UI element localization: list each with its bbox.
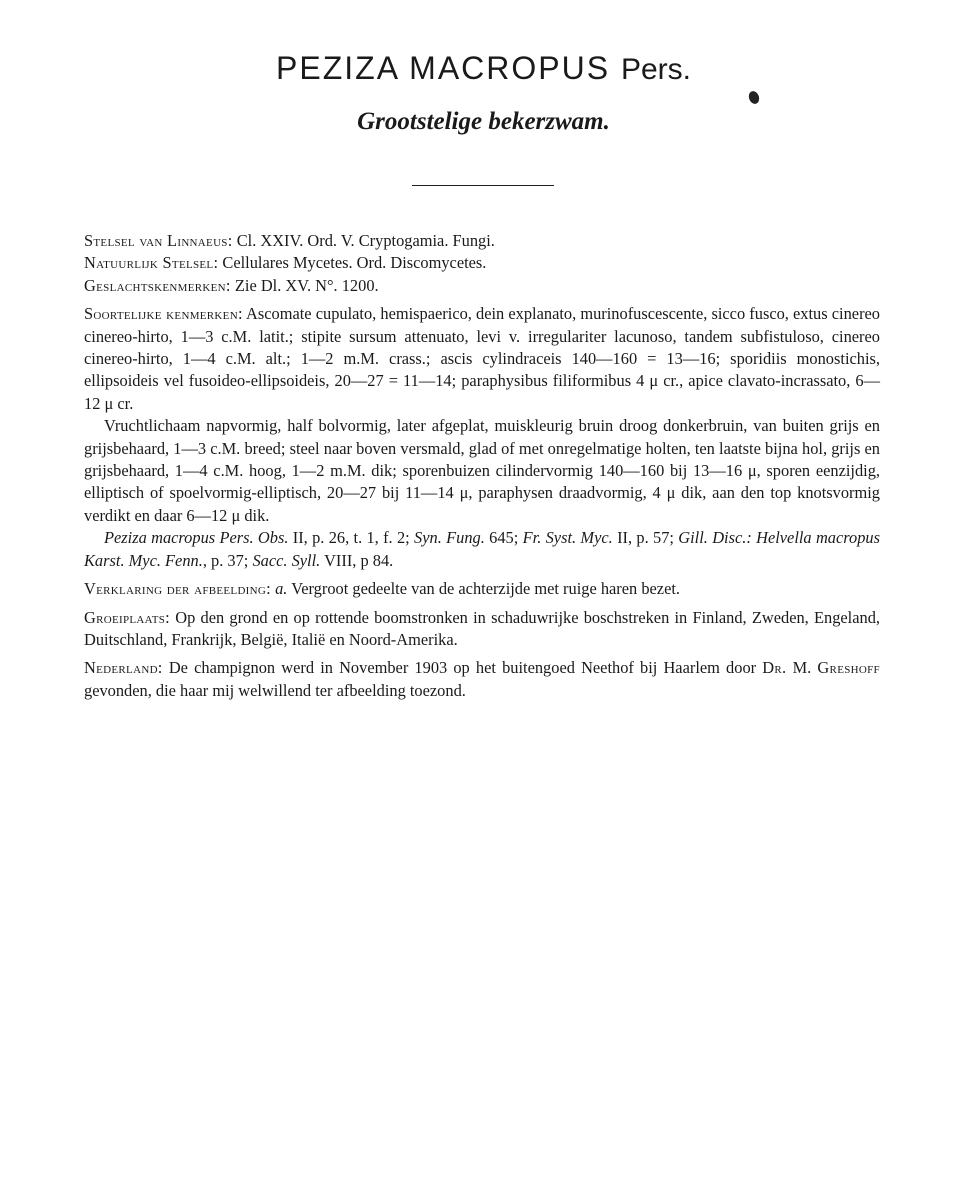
groeiplaats-label: Groeiplaats: (84, 607, 170, 627)
ref-syn-fung-loc: 645; (489, 528, 519, 548)
nederland-text-2: gevonden, die haar mij welwillend ter afbeelding toezond. (84, 680, 466, 700)
page-title (0, 50, 967, 87)
soortelijke-kenmerken-label: Soortelijke kenmerken: (84, 304, 243, 324)
verklaring-label: Verklaring der afbeelding: (84, 579, 271, 599)
nederland-text-1: De champignon werd in November 1903 op het buitengoed Neethof bij Haarlem door (168, 658, 757, 678)
soortelijke-kenmerken-latin (84, 303, 880, 415)
ref-gill-disc: Gill. Disc.: Helvella macropus Karst. Myc. Fenn. (84, 528, 880, 570)
nederland-paragraph (84, 657, 880, 702)
geslachtskenmerken-text: Zie Dl. XV. N°. 1200. (234, 275, 379, 295)
verklaring-letter: a. (275, 579, 288, 599)
ref-fr-syst-loc: II, p. 57; (617, 528, 674, 548)
groeiplaats-text: Op den grond en op rottende boomstronken in schaduwrijke boschstreken in Finland, Zweden, Engeland, Duitschland, Frankrijk, België, Italië en Noord-Amerika. (84, 607, 880, 649)
finder-surname: Greshoff (817, 658, 880, 678)
ref-gill-disc-loc: , p. 37; (202, 550, 249, 570)
ink-speck (747, 90, 761, 106)
finder-title: Dr. (762, 658, 787, 678)
geslachtskenmerken-label: Geslachtskenmerken: (84, 275, 231, 295)
references (84, 527, 880, 572)
species-name: PEZIZA MACROPUS (276, 50, 611, 86)
stelsel-linnaeus-label: Stelsel van Linnaeus: (84, 231, 233, 250)
ref-peziza-loc: II, p. 26, t. 1, f. 2; (292, 528, 410, 548)
nederland-label: Nederland: (84, 658, 163, 678)
stelsel-linnaeus-text: Cl. XXIV. Ord. V. Cryptogamia. Fungi. (236, 231, 495, 250)
ref-fr-syst: Fr. Syst. Myc. (522, 528, 613, 548)
stelsel-linnaeus-line (84, 230, 880, 252)
document-body (84, 230, 880, 702)
soortelijke-kenmerken-text: Ascomate cupulato, hemispaerico, dein explanato, murinofuscescente, sicco fusco, extus cinereo cinereo-hirto, 1—3 c.M. latit.; stipite sursum attenuato, levi v. irregulariter lacunoso, tandem subfistuloso, cinereo cinereo-hirto, 1—4 c.M. alt.; 1—2 m.M. crass.; ascis cylindraceis 140—160 = 13—16; sporidiis monostichis, ellipsoideis vel fusoideo-ellipsoideis, 20—27 = 11—14; paraphysibus filiformibus 4 μ cr., apice clavato-incrassato, 6—12 μ cr. (84, 304, 881, 413)
ref-peziza: Peziza macropus Pers. Obs. (104, 528, 289, 548)
verklaring-text: Vergroot gedeelte van de achterzijde met ruige haren bezet. (291, 579, 680, 599)
natuurlijk-stelsel-line (84, 252, 880, 274)
ref-sacc-syll-loc: VIII, p 84. (324, 550, 394, 570)
ref-sacc-syll: Sacc. Syll. (252, 550, 321, 570)
title-divider (412, 185, 554, 186)
ref-syn-fung: Syn. Fung. (414, 528, 485, 548)
finder-initial: M. (792, 658, 812, 678)
natuurlijk-stelsel-text: Cellulares Mycetes. Ord. Discomycetes. (222, 253, 487, 273)
geslachtskenmerken-line (84, 275, 880, 297)
page-subtitle: Grootstelige bekerzwam. (357, 108, 610, 135)
verklaring-line (84, 578, 880, 600)
groeiplaats-paragraph (84, 607, 880, 652)
soortelijke-kenmerken-dutch: Vruchtlichaam napvormig, half bolvormig, later afgeplat, muiskleurig bruin droog donkerbruin, van buiten grijs en grijsbehaard, 1—3 c.M. breed; steel naar boven versmald, glad of met onregelmatige holten, ten laatste bijna hol, grijs en grijsbehaard, 1—4 c.M. hoog, 1—2 m.M. dik; sporenbuizen cilindervormig 140—160 bij 13—16 μ, sporen eenzijdig, elliptisch of spoelvormig-elliptisch, 20—27 bij 11—14 μ, paraphysen draadvormig, 4 μ dik, aan den top knotsvormig verdikt en daar 6—12 μ dik. (84, 416, 880, 525)
species-author: Pers. (620, 53, 691, 86)
natuurlijk-stelsel-label: Natuurlijk Stelsel: (84, 253, 219, 273)
